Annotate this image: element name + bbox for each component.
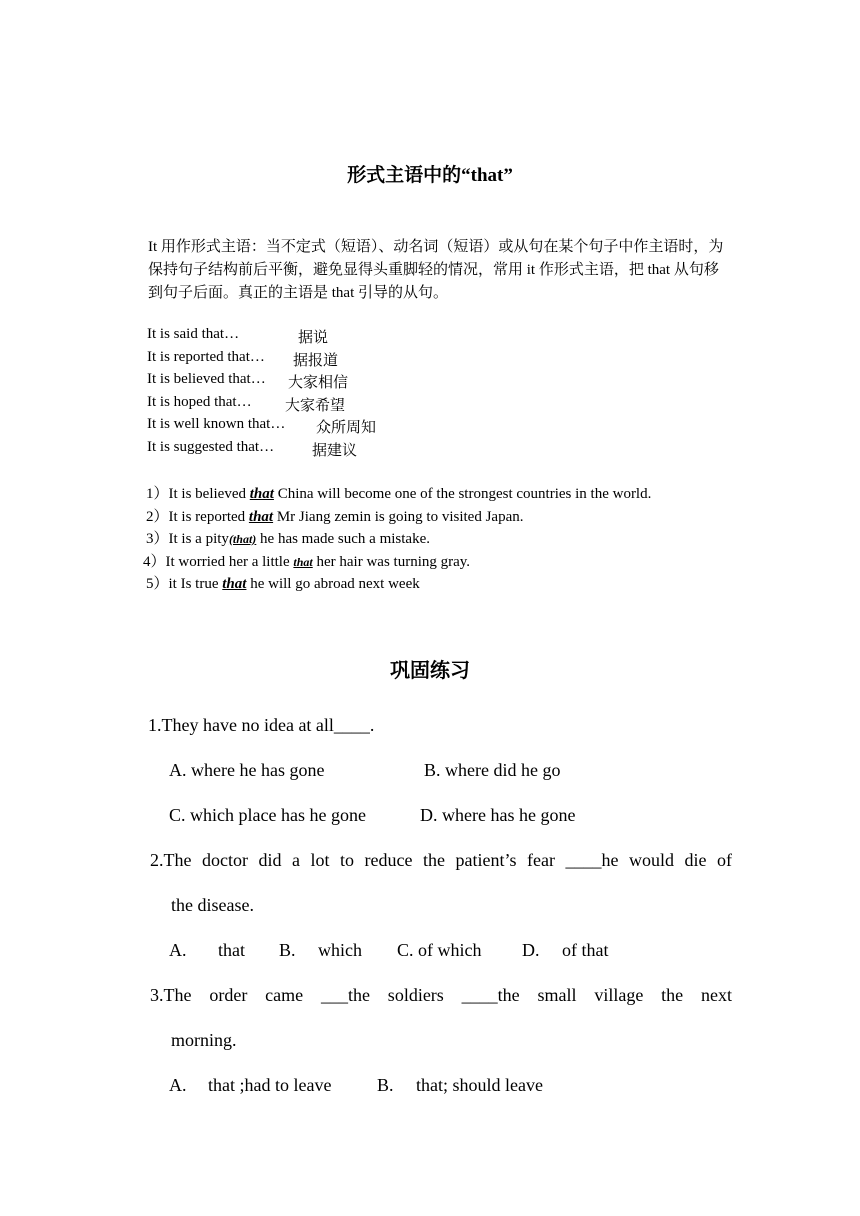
keyword-that: that [248, 509, 274, 525]
keyword-that: that [222, 576, 247, 592]
option: A. where he has gone [169, 760, 325, 780]
example-sentence: 5）it Is true that he will go abroad next week [146, 576, 420, 592]
option: D. [522, 940, 540, 960]
intro-paragraph: It 用作形式主语：当不定式（短语）、动名词（短语）或从句在某个句子中作主语时，为保持句子结构前后平衡，避免显得头重脚轻的情况，常用 it 作形式主语，把 that 从句移到句子后面。真正的主语是 that 引导的从句。 [148, 239, 724, 301]
expression-cn: 据说 [298, 330, 329, 346]
expression-line [147, 326, 329, 346]
question-stem: 2.The doctor did a lot to reduce the patient’s fear ____he would die of [150, 850, 732, 870]
expression-cn: 大家希望 [285, 398, 346, 414]
question-stem-continued: the disease. [171, 895, 254, 915]
expression-line [147, 394, 346, 414]
option: that [218, 940, 245, 960]
option: A. [169, 1075, 187, 1095]
option: that ;had to leave [208, 1075, 332, 1095]
expression-cn: 大家相信 [288, 375, 349, 391]
keyword-that: (that) [228, 532, 257, 546]
option: C. of which [397, 940, 482, 960]
example-sentence: 4）It worried her a little that her hair was turning gray. [143, 554, 471, 570]
expression-line [147, 371, 349, 391]
expression-line [147, 349, 339, 369]
question-stem: 3.The order came ___the soldiers ____the small village the next [150, 985, 732, 1005]
page-title: 形式主语中的“that” [347, 165, 513, 186]
expression-en: It is said that… [147, 326, 240, 342]
expression-cn: 据报道 [293, 353, 339, 369]
expression-line [147, 439, 358, 459]
expression-line [147, 416, 377, 436]
option: B. [279, 940, 296, 960]
expression-en: It is believed that… [147, 371, 266, 387]
expression-en: It is suggested that… [147, 439, 275, 455]
expression-cn: 据建议 [312, 443, 358, 459]
expression-en: It is hoped that… [147, 394, 252, 410]
example-sentence: 1）It is believed that China will become one of the strongest countries in the world. [146, 486, 652, 502]
option: B. [377, 1075, 394, 1095]
option: A. [169, 940, 187, 960]
expression-cn: 众所周知 [316, 420, 377, 436]
keyword-that: that [293, 555, 313, 569]
option: B. where did he go [424, 760, 561, 780]
expression-en: It is well known that… [147, 416, 286, 432]
option: of that [562, 940, 609, 960]
example-sentence: 2）It is reported that Mr Jiang zemin is going to visited Japan. [146, 509, 524, 525]
option: that; should leave [416, 1075, 543, 1095]
question-stem: 1.They have no idea at all____. [148, 715, 375, 735]
expression-en: It is reported that… [147, 349, 265, 365]
keyword-that: that [249, 486, 274, 502]
practice-title: 巩固练习 [390, 660, 470, 682]
option: D. where has he gone [420, 805, 576, 825]
question-stem-continued: morning. [171, 1030, 237, 1050]
option: which [318, 940, 362, 960]
option: C. which place has he gone [169, 805, 366, 825]
example-sentence: 3）It is a pity(that) he has made such a mistake. [146, 531, 430, 547]
